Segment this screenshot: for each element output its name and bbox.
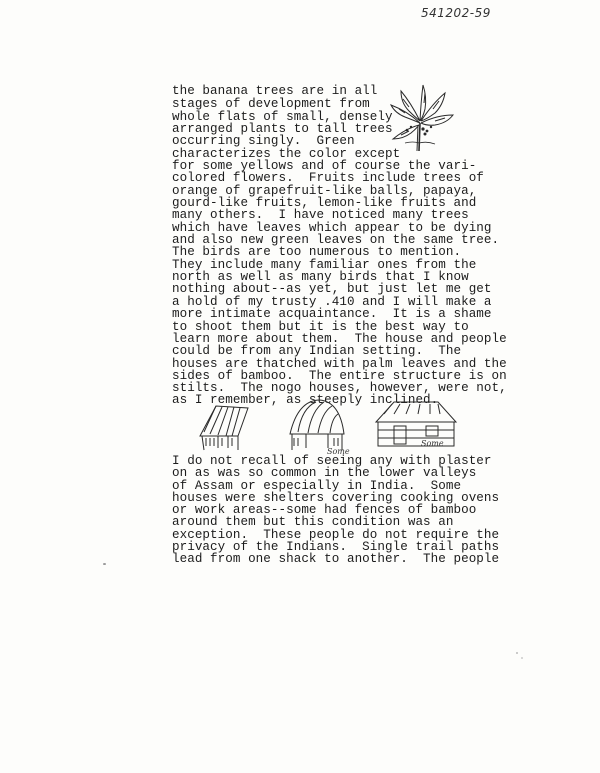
text-line: the banana trees are in all: [172, 84, 378, 98]
text-line: They include many familiar ones from the: [172, 258, 477, 272]
text-line: I do not recall of seeing any with plaster: [172, 454, 492, 468]
text-line: colored flowers. Fruits include trees of: [172, 171, 484, 185]
page-reference-number: 541202-59: [421, 6, 491, 20]
text-line: could be from any Indian setting. The: [172, 344, 462, 358]
text-line: exception. These people do not require the: [172, 528, 500, 542]
banana-tree-sketch-icon: [383, 83, 455, 155]
text-line: around them but this condition was an: [172, 515, 454, 529]
text-line: houses were shelters covering cooking ovens: [172, 491, 500, 505]
text-line: lead from one shack to another. The people: [172, 552, 500, 566]
text-line: of Assam or especially in India. Some: [172, 479, 462, 493]
text-line: to shoot them but it is the best way to: [172, 320, 469, 334]
text-line: occurring singly. Green: [172, 134, 355, 148]
text-line: gourd-like fruits, lemon-like fruits and: [172, 196, 477, 210]
text-line: sides of bamboo. The entire structure is on: [172, 369, 507, 383]
text-line: on as was so common in the lower valleys: [172, 466, 477, 480]
sketch-caption: Some: [327, 447, 350, 456]
sketch-caption: Some: [421, 439, 444, 448]
text-line: nothing about--as yet, but just let me get: [172, 282, 492, 296]
text-line: characterizes the color except: [172, 147, 401, 161]
text-line: stilts. The nogo houses, however, were not,: [172, 381, 507, 395]
text-line: whole flats of small, densely: [172, 110, 393, 124]
text-line: privacy of the Indians. Single trail paths: [172, 540, 500, 554]
text-line: The birds are too numerous to mention.: [172, 245, 462, 259]
text-line: learn more about them. The house and people: [172, 332, 507, 346]
scan-mark: [103, 563, 106, 565]
scan-mark: [516, 652, 518, 654]
text-line: more intimate acquaintance. It is a shame: [172, 307, 492, 321]
text-line: arranged plants to tall trees: [172, 122, 393, 136]
text-line: many others. I have noticed many trees: [172, 208, 469, 222]
text-line: as I remember, as steeply inclined.: [172, 393, 439, 407]
scan-mark: [521, 657, 523, 659]
text-line: houses are thatched with palm leaves and the: [172, 357, 507, 371]
text-line: north as well as many birds that I know: [172, 270, 469, 284]
text-line: orange of grapefruit-like balls, papaya,: [172, 184, 477, 198]
text-line: stages of development from: [172, 97, 370, 111]
text-line: a hold of my trusty .410 and I will make a: [172, 295, 492, 309]
text-line: which have leaves which appear to be dying: [172, 221, 492, 235]
text-line: and also new green leaves on the same tree.: [172, 233, 500, 247]
text-line: for some yellows and of course the vari-: [172, 159, 477, 173]
text-line: or work areas--some had fences of bamboo: [172, 503, 477, 517]
